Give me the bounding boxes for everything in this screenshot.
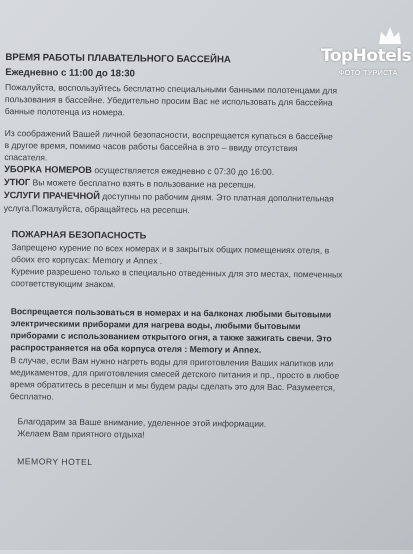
watermark-subtitle: ФОТО ТУРИСТА [339, 70, 398, 77]
devices-bold-line: Воспрещается пользоваться в номерах и на балконах любыми бытовыми [10, 306, 332, 320]
cleaning-text: осуществляется ежедневно с 07:30 до 16:00. [91, 164, 275, 177]
watermark-brand: TopHotels [321, 46, 412, 66]
pool-title: ВРЕМЯ РАБОТЫ ПЛАВАТЕЛЬНОГО БАССЕЙНА [5, 52, 231, 66]
fire-text-line: Запрещено курение по всех номерах и в закрытых общих помещениях отеля, в [11, 242, 330, 256]
devices-bold-line: приборами с использованием открытого огня, а также зажигать свечи. Это [10, 330, 332, 344]
devices-text-line: бесплатно. [9, 391, 54, 402]
fire-text-line: обоих его корпусах: Memory и Annex . [11, 254, 163, 266]
closing-text-line: Благодарим за Ваше внимание, уделенное этой информации. [17, 416, 267, 429]
fire-text-line: соответствующим знаком. [10, 278, 116, 290]
laundry-text-line: услуга.Пожалуйста, обращайтесь на ресепшн. [3, 203, 190, 215]
pool-hours: Ежедневно с 11:00 до 18:30 [5, 67, 135, 80]
hotel-signature: MEMORY HOTEL [17, 456, 93, 467]
pool-text-line: в другое время, помимо часов работы бассейна в это – ввиду отсутствия [4, 140, 298, 154]
pool-text-line: пользования в бассейне. Убедительно просим Вас не использовать для бассейна [4, 94, 333, 108]
pool-text-line: банные полотенца из номера. [4, 106, 125, 118]
pool-text-line: спасателя. [4, 152, 48, 163]
devices-bold-line: электрическими приборами для нагрева воды, любыми бытовыми [10, 318, 301, 332]
iron-text: Вы можете бесплатно взять в пользование на ресепшн. [30, 177, 257, 190]
devices-text-line: В случае, если Вам нужно нагреть воды для приготовления Ваших напитков или [10, 355, 334, 369]
laundry-heading: УСЛУГИ ПРАЧЕЧНОЙ [3, 190, 100, 202]
cleaning-line [4, 164, 274, 178]
cleaning-heading: УБОРКА НОМЕРОВ [4, 164, 93, 175]
crown-icon [377, 24, 403, 46]
fire-title: ПОЖАРНАЯ БЕЗОПАСНОСТЬ [11, 229, 147, 241]
laundry-text: доступны по рабочим дням. Это платная дополнительная [99, 191, 334, 204]
tophotels-watermark [315, 24, 412, 86]
iron-line [4, 177, 256, 191]
closing-text-line: Желаем Вам приятного отдыха! [17, 428, 145, 440]
devices-bold-line: распространяется на оба корпуса отеля : Memory и Annex. [10, 342, 262, 355]
devices-text-line: медикаментов, для приготовления смесей детского питания и пр., просто в любое [10, 367, 340, 381]
pool-text-line: Из соображений Вашей личной безопасности, воспрещается купаться в бассейне [4, 128, 333, 142]
fire-text-line: Курение разрешено только в специально отведенных для это местах, помеченных [11, 266, 343, 280]
iron-heading: УТЮГ [4, 177, 31, 188]
pool-text-line: Пожалуйста, воспользуйтесь бесплатно специальными банными полотенцами для [5, 82, 338, 96]
devices-text-line: время обратитесь в ресепшн и мы будем рады сделать это для Вас. Разумеется, [9, 379, 336, 393]
